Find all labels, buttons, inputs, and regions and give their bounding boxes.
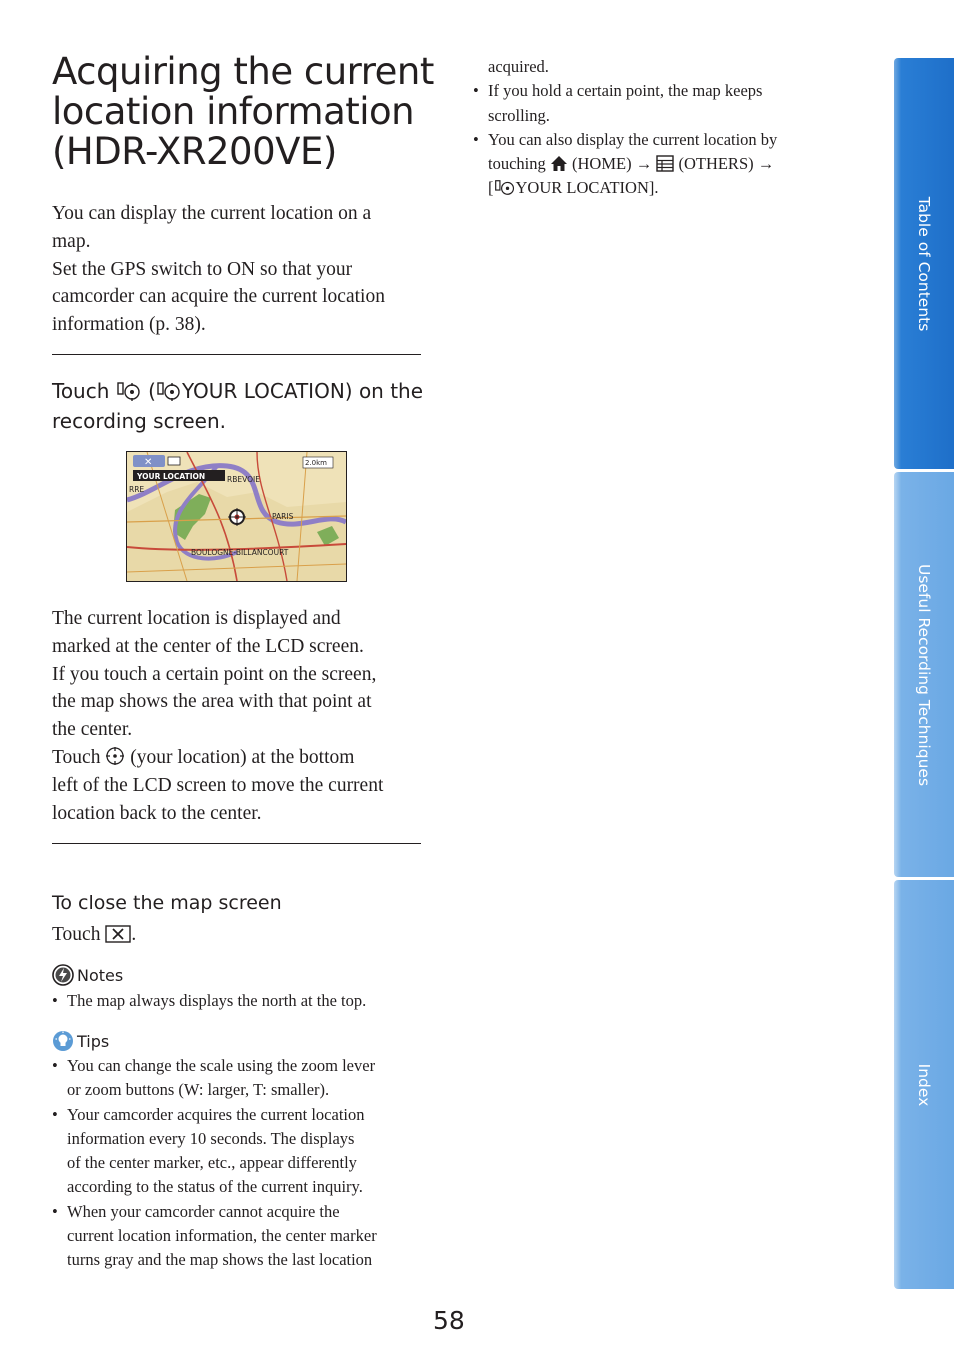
- tab-label: Index: [915, 1063, 933, 1106]
- map-place-label: RRE: [129, 485, 145, 494]
- step-line2: recording screen.: [52, 409, 227, 433]
- text-line: location back to the center.: [52, 802, 262, 824]
- list-item: [473, 79, 777, 128]
- list-item: [52, 1054, 377, 1103]
- close-map-heading: To close the map screen: [52, 892, 282, 914]
- description-paragraph: [52, 605, 383, 827]
- tips-list-continued: [473, 79, 777, 200]
- right-column: [473, 55, 777, 201]
- list-item-text: [488, 176, 777, 200]
- list-item-text: • Your camcorder acquires the current location: [67, 1104, 365, 1124]
- title-line: Acquiring the current: [52, 50, 434, 93]
- text-line: map.: [52, 230, 91, 252]
- list-item-text: of the center marker, etc., appear differently: [67, 1153, 357, 1173]
- center-location-icon: [105, 746, 125, 766]
- list-item-text: • When your camcorder cannot acquire the: [67, 1201, 340, 1221]
- lightbulb-icon: [52, 1030, 74, 1052]
- title-line: (HDR-XR200VE): [52, 130, 337, 173]
- notes-label: Notes: [77, 966, 124, 985]
- home-icon: [550, 155, 568, 172]
- list-item-text: • If you hold a certain point, the map keeps: [488, 81, 763, 101]
- text-line: marked at the center of the LCD screen.: [52, 635, 364, 657]
- close-map-instruction: [52, 921, 136, 949]
- title-line: location information: [52, 90, 415, 133]
- notes-list: [52, 989, 366, 1013]
- map-your-location-label: YOUR LOCATION: [137, 472, 206, 481]
- your-location-icon: [156, 381, 182, 401]
- divider: [52, 843, 421, 844]
- arrow-icon: →: [635, 154, 653, 174]
- text-line: Set the GPS switch to ON so that your: [52, 258, 353, 280]
- tips-list: [52, 1054, 377, 1273]
- your-location-label: YOUR LOCATION].: [515, 178, 659, 198]
- others-icon: [656, 155, 674, 172]
- svg-text:✕: ✕: [144, 457, 153, 468]
- step-your-location-text: YOUR LOCATION) on the: [181, 379, 424, 403]
- map-place-label: BOULOGNE-BILLANCOURT: [191, 548, 289, 557]
- close-period: .: [131, 924, 137, 945]
- text-line: You can display the current location on a: [52, 203, 372, 224]
- open-paren: (: [148, 379, 156, 403]
- map-scale: 2.0km: [305, 459, 328, 467]
- notes-icon: [52, 964, 74, 986]
- tab-label: Table of Contents: [915, 196, 933, 331]
- page-title: [52, 52, 452, 172]
- notes-heading: [52, 964, 123, 987]
- map-screenshot: [126, 451, 347, 582]
- list-item-text: • You can also display the current location by: [488, 129, 778, 149]
- step-touch-word: Touch: [52, 379, 110, 403]
- tips-heading: [52, 1030, 109, 1053]
- tab-label: Useful Recording Techniques: [915, 563, 933, 786]
- list-item: [52, 989, 366, 1013]
- bracket: [: [488, 178, 494, 198]
- text-line: If you touch a certain point on the screen,: [52, 663, 377, 685]
- page-number: 58: [433, 1306, 465, 1335]
- list-item-text: [488, 152, 777, 176]
- close-icon: [105, 925, 131, 943]
- text-line: left of the LCD screen to move the current: [52, 774, 384, 796]
- tab-table-of-contents[interactable]: [894, 58, 954, 469]
- desc-touch-word: Touch: [52, 746, 101, 768]
- step-heading: [52, 376, 423, 436]
- list-item-text: turns gray and the map shows the last location: [67, 1250, 373, 1270]
- list-item: [52, 1200, 377, 1273]
- tips-label: Tips: [77, 1032, 110, 1051]
- list-item-text: or zoom buttons (W: larger, T: smaller).: [67, 1080, 330, 1100]
- touching-word: touching: [488, 154, 546, 174]
- divider: [52, 354, 421, 355]
- list-item: [473, 128, 777, 201]
- text-line: the center.: [52, 719, 133, 741]
- your-location-icon: [494, 179, 516, 196]
- map-image: [127, 452, 346, 581]
- text-line: the map shows the area with that point at: [52, 691, 372, 713]
- your-location-icon: [116, 381, 142, 401]
- arrow-icon: →: [757, 154, 775, 174]
- tab-useful-recording-techniques[interactable]: [894, 472, 954, 877]
- home-label: (HOME): [572, 154, 632, 174]
- list-item-text: according to the status of the current inquiry.: [67, 1177, 363, 1197]
- close-touch-word: Touch: [52, 924, 101, 945]
- list-item-text: information every 10 seconds. The displays: [67, 1128, 355, 1148]
- text-line: information (p. 38).: [52, 314, 206, 336]
- others-label: (OTHERS): [678, 154, 754, 174]
- desc-touch-rest: (your location) at the bottom: [130, 746, 355, 768]
- map-place-label: PARIS: [272, 512, 294, 521]
- text-line: camcorder can acquire the current location: [52, 286, 385, 308]
- list-item-text: • You can change the scale using the zoom lever: [67, 1056, 376, 1075]
- list-item: [52, 1103, 377, 1200]
- list-item-text: current location information, the center marker: [67, 1226, 377, 1246]
- map-place-label: RBEVOIE: [227, 475, 260, 484]
- list-item-text: The map always displays the north at the top.: [67, 991, 367, 1010]
- intro-paragraph: [52, 200, 385, 339]
- tab-index[interactable]: [894, 880, 954, 1289]
- continued-text: acquired.: [488, 57, 549, 76]
- text-line: The current location is displayed and: [52, 608, 341, 629]
- list-item-text: scrolling.: [488, 105, 550, 125]
